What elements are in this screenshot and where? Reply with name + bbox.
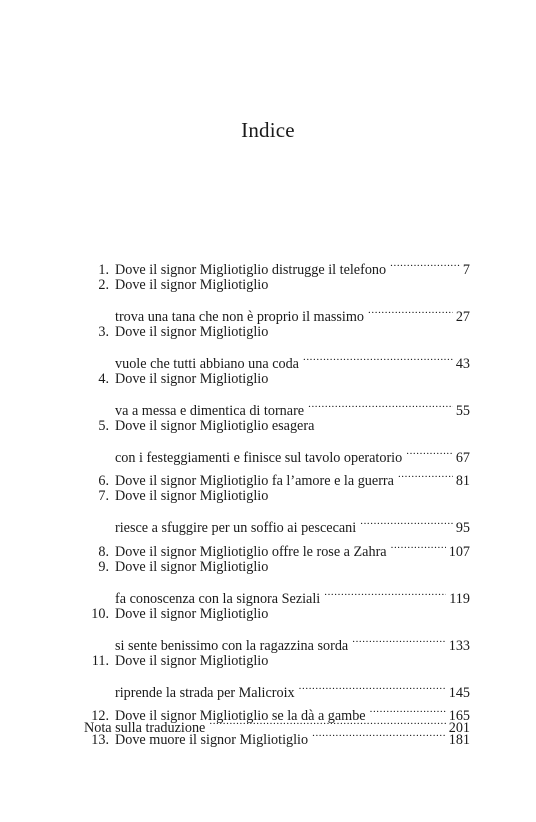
- dot-leader: [352, 626, 445, 650]
- toc-page-number: 67: [455, 449, 470, 466]
- toc-line: [84, 344, 470, 372]
- dot-leader: [299, 673, 446, 697]
- toc-page-number: 107: [448, 543, 470, 560]
- toc-page-number: 81: [455, 473, 470, 489]
- toc-page-number: 43: [455, 355, 470, 372]
- toc-entry-number: 1.: [98, 261, 109, 278]
- toc-entry-number: 7.: [98, 488, 109, 504]
- toc-entry-text: fa conoscenza con la signora Seziali: [115, 590, 321, 607]
- toc-line: [84, 626, 470, 654]
- toc-page-number: 27: [455, 308, 470, 325]
- toc-page-number: 201: [448, 719, 470, 736]
- toc-entry-text: vuole che tutti abbiano una coda: [115, 355, 299, 372]
- toc-page-number: 145: [448, 684, 470, 701]
- toc-entry-text: riesce a sfuggire per un soffio ai pescecani: [115, 520, 357, 536]
- toc-line: [84, 391, 470, 419]
- toc-entry-text: Dove il signor Migliotiglio distrugge il telefono: [115, 261, 387, 278]
- dot-leader: [324, 579, 446, 603]
- toc-entry-number: 8.: [98, 543, 109, 560]
- toc-line: [84, 250, 470, 278]
- toc-entry-text: Dove muore il signor Migliotiglio: [115, 731, 309, 748]
- toc-entry-number: 5.: [98, 417, 109, 434]
- toc-entry-nota[interactable]: [84, 708, 470, 736]
- toc-page-number: 55: [455, 402, 470, 419]
- toc-entry-number: 11.: [91, 652, 109, 669]
- toc-entry-text: si sente benissimo con la ragazzina sorda: [115, 637, 349, 654]
- toc-line: [84, 297, 470, 325]
- page-title: Indice: [241, 118, 295, 142]
- toc-entry-text: riprende la strada per Malicroix: [115, 684, 295, 701]
- toc-entry-text: Dove il signor Migliotiglio: [115, 370, 269, 387]
- toc-entry-text: Dove il signor Migliotiglio: [115, 652, 269, 669]
- toc-entry-text: Dove il signor Migliotiglio fa l’amore e la guerra: [115, 473, 394, 489]
- toc-entry[interactable]: [84, 415, 470, 466]
- toc-entry-number: 6.: [98, 473, 109, 489]
- toc-page-number: 181: [448, 731, 470, 748]
- dot-leader: [368, 297, 453, 321]
- dot-leader: [391, 532, 446, 556]
- toc-entry-text: Dove il signor Migliotiglio: [115, 488, 269, 504]
- toc-entry-text: Dove il signor Migliotiglio esagera: [115, 417, 315, 434]
- dot-leader: [209, 708, 445, 732]
- table-of-contents: [84, 250, 470, 748]
- dot-leader: [398, 462, 453, 486]
- toc-entry-text: con i festeggiamenti e finisce sul tavolo operatorio: [115, 449, 403, 466]
- toc-entry-number: 13.: [91, 731, 109, 748]
- toc-entry-text: Dove il signor Migliotiglio se la dà a gambe: [115, 708, 366, 724]
- dot-leader: [303, 344, 453, 368]
- toc-page-number: 95: [455, 520, 470, 536]
- toc-entry-text: Dove il signor Migliotiglio: [115, 276, 269, 293]
- dot-leader: [390, 250, 460, 274]
- toc-entry-number: 9.: [98, 558, 109, 575]
- toc-entry[interactable]: [84, 250, 470, 278]
- toc-entry-text: Dove il signor Migliotiglio: [115, 323, 269, 340]
- toc-page-number: 165: [448, 708, 470, 724]
- toc-line: [84, 438, 470, 466]
- toc-line: [84, 509, 470, 536]
- toc-line: [84, 579, 470, 607]
- dot-leader: [308, 391, 453, 415]
- dot-leader: [360, 509, 453, 533]
- toc-line: [84, 415, 470, 439]
- toc-entry-text: Dove il signor Migliotiglio: [115, 605, 269, 622]
- toc-page-number: 133: [448, 637, 470, 654]
- toc-entry-text: trova una tana che non è proprio il massimo: [115, 308, 365, 325]
- toc-page-number: 7: [462, 261, 470, 278]
- toc-entry-text: va a messa e dimentica di tornare: [115, 402, 305, 419]
- toc-entry-text: Nota sulla traduzione: [84, 719, 206, 736]
- dot-leader: [406, 438, 453, 462]
- toc-entry-number: 10.: [91, 605, 109, 622]
- toc-entry-number: 12.: [91, 708, 109, 724]
- toc-entry-number: 4.: [98, 370, 109, 387]
- toc-page-number: 119: [449, 590, 470, 607]
- toc-entry-text: Dove il signor Migliotiglio offre le rose a Zahra: [115, 543, 387, 560]
- toc-entry-number: 3.: [98, 323, 109, 340]
- toc-line: [84, 708, 470, 736]
- toc-entry-text: Dove il signor Migliotiglio: [115, 558, 269, 575]
- toc-entry-number: 2.: [98, 276, 109, 293]
- toc-line: [84, 673, 470, 701]
